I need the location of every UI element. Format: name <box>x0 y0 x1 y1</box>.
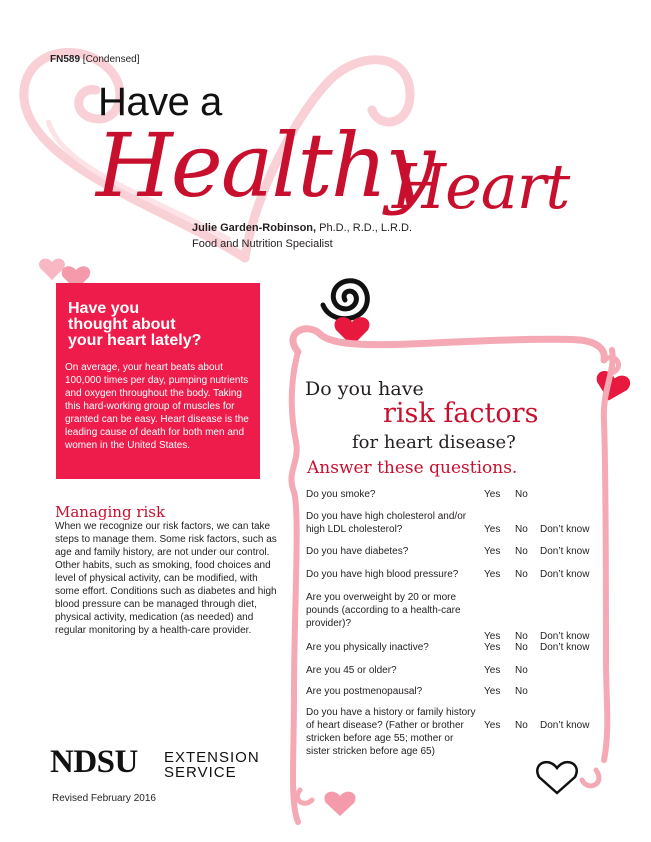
answer-no[interactable]: No <box>515 569 528 580</box>
answer-no[interactable]: No <box>515 686 528 697</box>
answer-dont-know[interactable]: Don’t know <box>540 631 590 642</box>
question-text: Are you 45 or older? <box>306 665 397 676</box>
scroll-curl <box>582 770 599 786</box>
title-line-1: Have a <box>98 80 222 124</box>
answer-no[interactable]: No <box>515 665 528 676</box>
scroll-frame-right <box>604 350 613 760</box>
author-block <box>192 220 412 252</box>
ndsu-logo: NDSU <box>50 744 138 780</box>
questionnaire-heading-line-3: for heart disease? <box>352 432 516 453</box>
answer-dont-know[interactable]: Don’t know <box>540 569 590 580</box>
answer-dont-know[interactable]: Don’t know <box>540 524 590 535</box>
answer-dont-know[interactable]: Don’t know <box>540 642 590 653</box>
heart-outline-icon <box>537 762 576 793</box>
question-text: Are you physically inactive? <box>306 642 429 653</box>
publication-code: FN589 [Condensed] <box>50 54 140 65</box>
heart-icon <box>39 259 65 280</box>
questionnaire-instruction: Answer these questions. <box>307 458 518 478</box>
heart-icon <box>324 792 355 816</box>
questionnaire-heading-line-1: Do you have <box>305 378 424 400</box>
answer-no[interactable]: No <box>515 720 528 731</box>
author-credentials: Ph.D., R.D., L.R.D. <box>319 222 413 234</box>
intro-body: On average, your heart beats about 100,000 times per day, pumping nutrients and oxygen throughout the body. Taking this hard-working group of muscles for granted can be easy. Heart disease is the leading cause of death for both men and women in the United States. <box>65 362 249 451</box>
intro-heading: Have you thought about your heart lately? <box>68 300 202 349</box>
scroll-curl <box>297 790 312 803</box>
answer-yes[interactable]: Yes <box>484 665 501 676</box>
author-role: Food and Nutrition Specialist <box>192 238 333 250</box>
answer-no[interactable]: No <box>515 524 528 535</box>
answer-yes[interactable]: Yes <box>484 569 501 580</box>
question-text: Do you have high cholesterol and/or high LDL cholesterol? <box>306 511 467 535</box>
question-text: Are you overweight by 20 or more pounds (according to a health-care provider)? <box>306 592 461 629</box>
answer-no[interactable]: No <box>515 489 528 500</box>
answer-yes[interactable]: Yes <box>484 489 501 500</box>
scroll-frame-left <box>291 352 298 822</box>
author-name: Julie Garden-Robinson, <box>192 222 317 234</box>
answer-dont-know[interactable]: Don’t know <box>540 546 590 557</box>
question-text: Are you postmenopausal? <box>306 686 423 697</box>
answer-yes[interactable]: Yes <box>484 720 501 731</box>
question-text: Do you have diabetes? <box>306 546 409 557</box>
answer-yes[interactable]: Yes <box>484 546 501 557</box>
title-line-2: Healthy <box>96 114 434 217</box>
managing-risk-title: Managing risk <box>55 503 166 521</box>
answer-no[interactable]: No <box>515 546 528 557</box>
answer-no[interactable]: No <box>515 631 528 642</box>
question-text: Do you have a history or family history of heart disease? (Father or brother stricken before age 55; mother or sister stricken before age 65) <box>306 707 476 757</box>
managing-risk-body: When we recognize our risk factors, we can take steps to manage them. Some risk factors, such as age and family history, are not under our control. Other habits, such as smoking, food choices and level of physical activity, can be modified, with some effort. Conditions such as diabetes and high blood pressure can be managed through diet, physical activity, medication (as needed) and regular monitoring by a health-care provider. <box>55 521 277 636</box>
answer-yes[interactable]: Yes <box>484 631 501 642</box>
questionnaire-heading-line-2: risk factors <box>383 398 539 429</box>
swirl-icon <box>323 281 367 319</box>
title-line-3: Heart <box>392 150 570 223</box>
answer-yes[interactable]: Yes <box>484 686 501 697</box>
answer-yes[interactable]: Yes <box>484 524 501 535</box>
answer-yes[interactable]: Yes <box>484 642 501 653</box>
question-text: Do you smoke? <box>306 489 376 500</box>
answer-dont-know[interactable]: Don’t know <box>540 720 590 731</box>
answer-no[interactable]: No <box>515 642 528 653</box>
revised-date: Revised February 2016 <box>52 793 156 804</box>
intro-box <box>56 283 260 479</box>
extension-service-logo: EXTENSION SERVICE <box>164 749 260 781</box>
question-text: Do you have high blood pressure? <box>306 569 459 580</box>
